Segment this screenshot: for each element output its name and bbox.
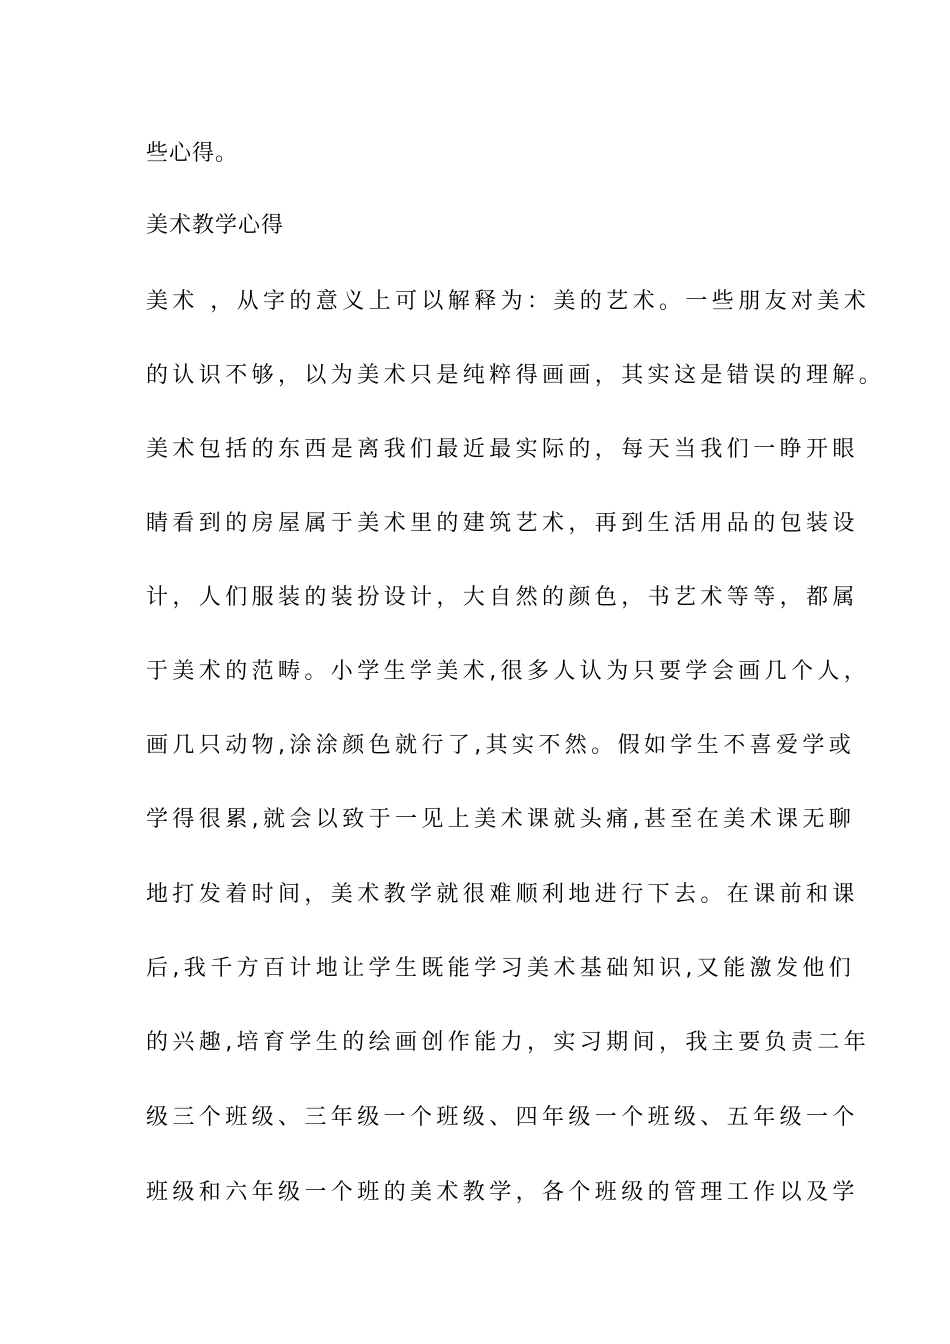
- text-line-10: 学得很累,就会以致于一见上美术课就头痛,甚至在美术课无聊: [146, 807, 856, 832]
- section-heading: 美术教学心得: [146, 213, 285, 238]
- text-line-1: 些心得。: [146, 141, 239, 166]
- text-line-6: 睛看到的房屋属于美术里的建筑艺术，再到生活用品的包装设: [146, 511, 859, 536]
- text-line-11: 地打发着时间，美术教学就很难顺利地进行下去。在课前和课: [146, 882, 859, 907]
- text-line-13: 的兴趣,培育学生的绘画创作能力，实习期间，我主要负责二年: [146, 1030, 871, 1055]
- text-line-15: 班级和六年级一个班的美术教学，各个班级的管理工作以及学: [146, 1180, 859, 1205]
- text-line-14: 级三个班级、三年级一个班级、四年级一个班级、五年级一个: [146, 1105, 859, 1130]
- text-line-5: 美术包括的东西是离我们最近最实际的，每天当我们一睁开眼: [146, 437, 859, 462]
- text-line-9: 画几只动物,涂涂颜色就行了,其实不然。假如学生不喜爱学或: [146, 733, 856, 758]
- text-line-7: 计，人们服装的装扮设计，大自然的颜色，书艺术等等，都属: [146, 585, 859, 610]
- text-line-3: 美术 ，从字的意义上可以解释为：美的艺术。一些朋友对美术: [146, 289, 871, 314]
- text-line-4: 的认识不够，以为美术只是纯粹得画画，其实这是错误的理解。: [146, 363, 886, 388]
- text-line-8: 于美术的范畴。小学生学美术,很多人认为只要学会画几个人，: [146, 659, 871, 684]
- text-line-12: 后,我千方百计地让学生既能学习美术基础知识,又能激发他们: [146, 956, 856, 981]
